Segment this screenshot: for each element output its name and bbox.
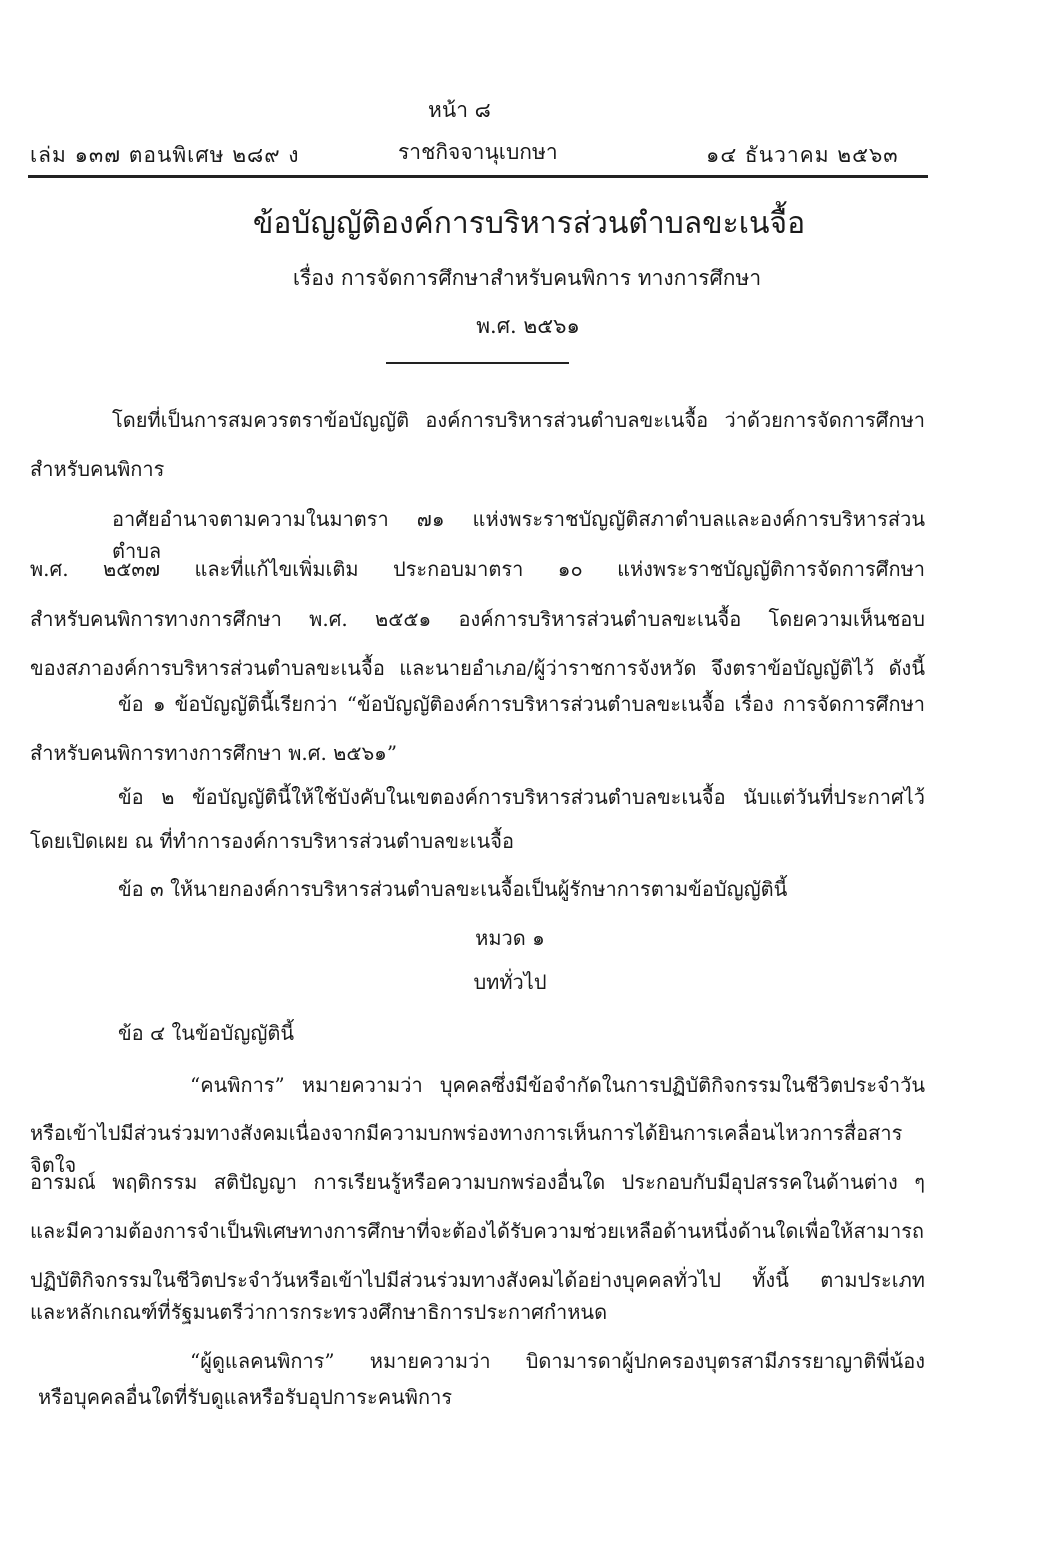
clause-3-line: ข้อ ๓ ให้นายกองค์การบริหารส่วนตำบลขะเนจื้อเป็นผู้รักษาการตามข้อบัญญัตินี้ — [118, 877, 788, 901]
document-body — [30, 0, 925, 1546]
clause-2-line: โดยเปิดเผย ณ ที่ทำการองค์การบริหารส่วนตำบลขะเนจื้อ — [30, 829, 514, 853]
publication-date: ๑๔ ธันวาคม ๒๕๖๓ — [706, 143, 899, 167]
document-subject: เรื่อง การจัดการศึกษาสำหรับคนพิการ ทางการศึกษา — [292, 266, 762, 290]
gazette-name: ราชกิจจานุเบกษา — [398, 140, 558, 164]
definition-line: “คนพิการ” หมายความว่า บุคคลซึ่งมีข้อจำกัดในการปฏิบัติกิจกรรมในชีวิตประจำวัน — [190, 1073, 925, 1097]
definition-line: และมีความต้องการจำเป็นพิเศษทางการศึกษาที่จะต้องได้รับความช่วยเหลือด้านหนึ่งด้านใดเพื่อให้สามารถ — [30, 1219, 925, 1243]
page-number: หน้า ๘ — [428, 98, 491, 122]
authority-line: สำหรับคนพิการทางการศึกษา พ.ศ. ๒๕๕๑ องค์การบริหารส่วนตำบลขะเนจื้อ โดยความเห็นชอบ — [30, 607, 925, 631]
clause-4-line: ข้อ ๔ ในข้อบัญญัตินี้ — [118, 1021, 295, 1045]
definition-line: หรือบุคคลอื่นใดที่รับดูแลหรือรับอุปการะคนพิการ — [38, 1385, 453, 1409]
chapter-label: หมวด ๑ — [475, 926, 545, 950]
clause-1-line: ข้อ ๑ ข้อบัญญัตินี้เรียกว่า “ข้อบัญญัติองค์การบริหารส่วนตำบลขะเนจื้อ เรื่อง การจัดการศึกษา — [118, 692, 925, 716]
authority-line: อาศัยอำนาจตามความในมาตรา ๗๑ แห่งพระราชบัญญัติสภาตำบลและองค์การบริหารส่วนตำบล — [112, 507, 925, 563]
definition-line: หรือเข้าไปมีส่วนร่วมทางสังคมเนื่องจากมีความบกพร่องทางการเห็นการได้ยินการเคลื่อนไหวการสื่อสารจิตใจ — [30, 1121, 903, 1177]
volume-info: เล่ม ๑๓๗ ตอนพิเศษ ๒๘๙ ง — [30, 143, 300, 167]
clause-2-line: ข้อ ๒ ข้อบัญญัตินี้ให้ใช้บังคับในเขตองค์การบริหารส่วนตำบลขะเนจื้อ นับแต่วันที่ประกาศไว้ — [118, 785, 925, 809]
definition-line: อารมณ์ พฤติกรรม สติปัญญา การเรียนรู้หรือความบกพร่องอื่นใด ประกอบกับมีอุปสรรคในด้านต่าง ๆ — [30, 1170, 925, 1194]
clause-1-line: สำหรับคนพิการทางการศึกษา พ.ศ. ๒๕๖๑” — [30, 741, 398, 765]
preamble-line: สำหรับคนพิการ — [30, 457, 165, 481]
document-title: ข้อบัญญัติองค์การบริหารส่วนตำบลขะเนจื้อ — [252, 206, 806, 241]
preamble-line: โดยที่เป็นการสมควรตราข้อบัญญัติ องค์การบริหารส่วนตำบลขะเนจื้อ ว่าด้วยการจัดการศึกษา — [112, 408, 925, 432]
definition-line: “ผู้ดูแลคนพิการ” หมายความว่า บิดามารดาผู้ปกครองบุตรสามีภรรยาญาติพี่น้อง — [190, 1349, 925, 1373]
authority-line: พ.ศ. ๒๕๓๗ และที่แก้ไขเพิ่มเติม ประกอบมาตรา ๑๐ แห่งพระราชบัญญัติการจัดการศึกษา — [30, 557, 925, 581]
document-year: พ.ศ. ๒๕๖๑ — [476, 314, 580, 338]
definition-line: และหลักเกณฑ์ที่รัฐมนตรีว่าการกระทรวงศึกษาธิการประกาศกำหนด — [30, 1300, 608, 1324]
chapter-title: บททั่วไป — [473, 970, 547, 994]
definition-line: ปฏิบัติกิจกรรมในชีวิตประจำวันหรือเข้าไปมีส่วนร่วมทางสังคมได้อย่างบุคคลทั่วไป ทั้งนี้ ตามประเภท — [30, 1268, 925, 1292]
authority-line: ของสภาองค์การบริหารส่วนตำบลขะเนจื้อ และนายอำเภอ/ผู้ว่าราชการจังหวัด จึงตราข้อบัญญัติไว้ ดังนี้ — [30, 656, 925, 680]
